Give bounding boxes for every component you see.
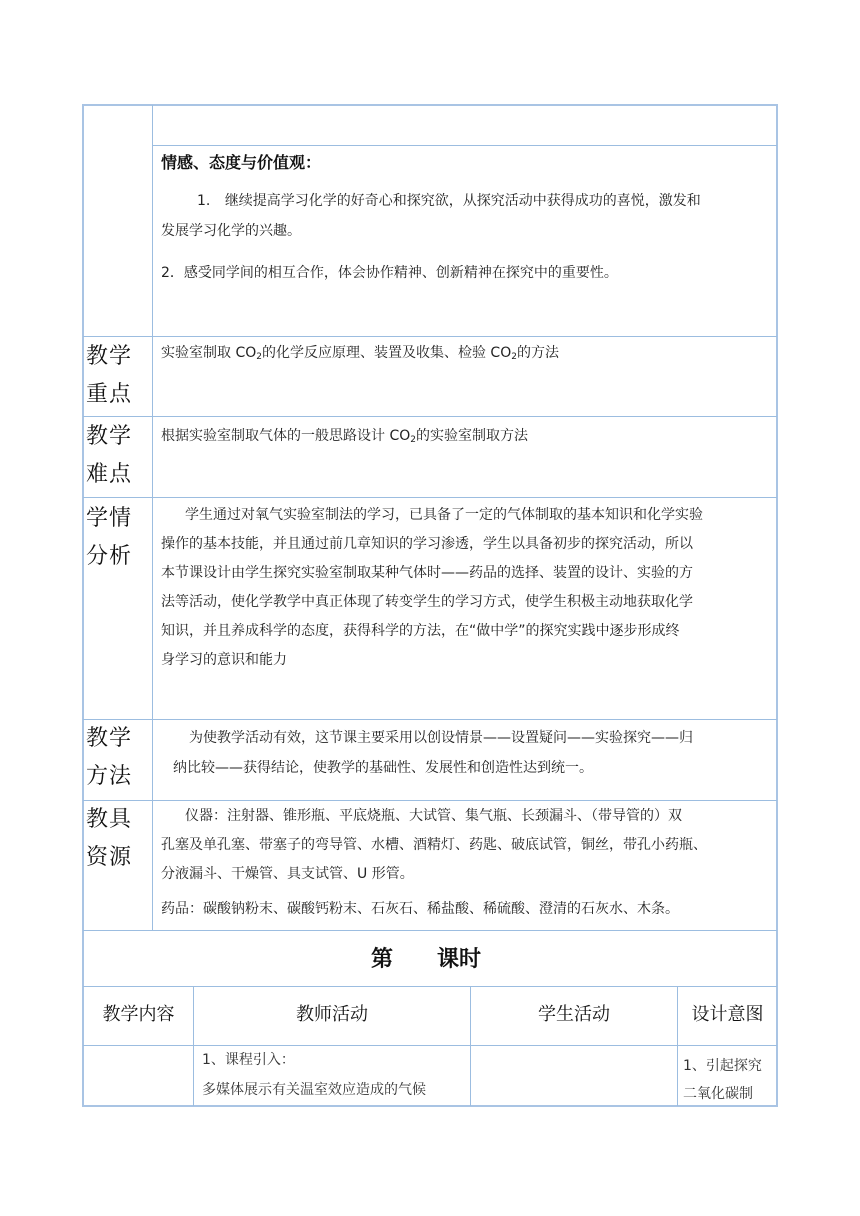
instruments-line: 仪器：注射器、锥形瓶、平底烧瓶、大试管、集气瓶、长颈漏斗、（带导管的）双 — [185, 808, 682, 824]
method-text — [161, 723, 773, 783]
column-header-content: 教学内容 — [102, 1004, 175, 1025]
analysis-text — [161, 501, 773, 675]
attitude-item-1-number: 1. — [197, 193, 211, 209]
row-divider — [152, 145, 777, 146]
row-divider — [83, 800, 777, 801]
resources-instruments — [161, 802, 773, 889]
row-divider — [83, 416, 777, 417]
attitude-item-1-text: 继续提高学习化学的好奇心和探究欲，从探究活动中获得成功的喜悦，激发和 — [224, 193, 701, 209]
attitude-item-2: 2．感受同学间的相互合作，体会协作精神、创新精神在探究中的重要性。 — [161, 265, 618, 281]
row-divider — [83, 930, 777, 931]
row-divider — [83, 1045, 777, 1046]
instruments-line: 孔塞及单孔塞、带塞子的弯导管、水槽、酒精灯、药匙、破底试管，铜丝，带孔小药瓶、 — [161, 837, 707, 853]
difficulties-label: 教学 难点 — [86, 424, 133, 487]
analysis-label: 学情 分析 — [86, 506, 133, 569]
attitude-item-1-continued: 发展学习化学的兴趣。 — [161, 223, 301, 239]
lesson-title-suffix: 课时 — [437, 947, 482, 972]
lesson-title-prefix: 第 — [371, 947, 394, 972]
column-header-intent: 设计意图 — [691, 1004, 764, 1025]
analysis-line: 法等活动，使化学教学中真正体现了转变学生的学习方式，使学生积极主动地获取化学 — [161, 594, 693, 610]
row-divider — [83, 497, 777, 498]
column-header-teacher: 教师活动 — [296, 1004, 368, 1025]
row-divider — [83, 719, 777, 720]
analysis-line: 本节课设计由学生探究实验室制取某种气体时——药品的选择、装置的设计、实验的方 — [161, 565, 693, 581]
method-line: 为使教学活动有效，这节课主要采用以创设情景——设置疑问——实验探究——归 — [189, 730, 693, 746]
difficulties-text: 根据实验室制取气体的一般思路设计 $CO_2$的实验室制取方法 — [161, 428, 528, 445]
teacher-activity-cell: 1、课程引入： 多媒体展示有关温室效应造成的气候 — [202, 1052, 426, 1098]
method-line: 纳比较——获得结论，使教学的基础性、发展性和创造性达到统一。 — [173, 760, 593, 776]
key-points-text: 实验室制取 $CO_2$的化学反应原理、装置及收集、检验 $CO_2$的方法 — [161, 345, 559, 362]
column-header-student: 学生活动 — [538, 1004, 610, 1025]
attitude-heading: 情感、态度与价值观： — [161, 153, 322, 172]
resources-chemicals: 药品：碳酸钠粉末、碳酸钙粉末、石灰石、稀盐酸、稀硫酸、澄清的石灰水、木条。 — [161, 901, 679, 917]
label-column-divider — [152, 105, 153, 931]
analysis-line: 操作的基本技能，并且通过前几章知识的学习渗透，学生以具备初步的探究活动，所以 — [161, 536, 693, 552]
row-divider — [83, 336, 777, 337]
design-intent-cell: 1、引起探究 二氧化碳制 — [683, 1058, 762, 1102]
method-label: 教学 方法 — [86, 726, 133, 789]
analysis-line: 身学习的意识和能力 — [161, 652, 287, 668]
analysis-line: 知识，并且养成科学的态度，获得科学的方法，在“做中学”的探究实践中逐步形成终 — [161, 623, 680, 639]
resources-label: 教具 资源 — [86, 807, 133, 870]
analysis-line: 学生通过对氧气实验室制法的学习，已具备了一定的气体制取的基本知识和化学实验 — [185, 507, 703, 523]
attitude-item-1 — [197, 186, 772, 216]
row-divider — [83, 986, 777, 987]
instruments-line: 分液漏斗、干燥管、具支试管、U 形管。 — [161, 866, 414, 882]
key-points-label: 教学 重点 — [86, 344, 133, 407]
